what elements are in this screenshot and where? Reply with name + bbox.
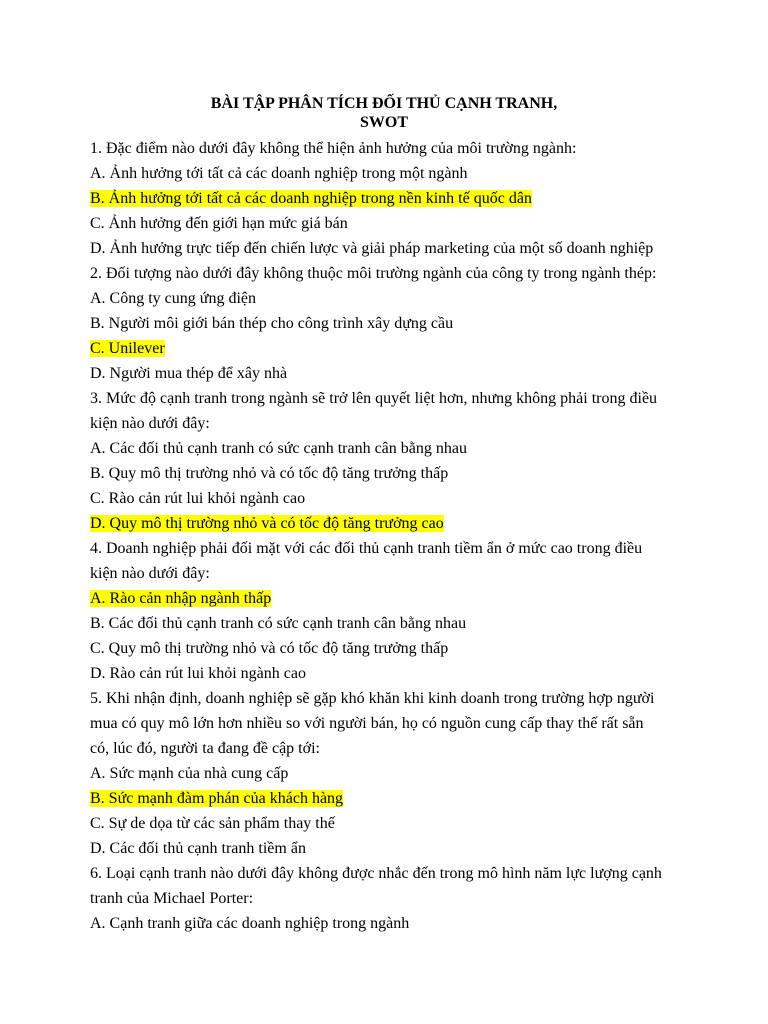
answer-option-text: C. Rào cản rút lui khỏi ngành cao [90,490,306,507]
answer-option [90,611,690,636]
answer-option [90,486,690,511]
answer-option-text-highlighted: B. Ảnh hưởng tới tất cả các doanh nghiệp trong nền kinh tế quốc dân [90,190,532,207]
answer-option-text: C. Sự de dọa từ các sản phẩm thay thế [90,815,335,832]
answer-option-text: C. Ảnh hưởng đến giới hạn mức giá bán [90,215,348,232]
answer-option [90,286,690,311]
answer-option-text-highlighted: A. Rào cản nhập ngành thấp [90,590,272,607]
answer-option [90,761,690,786]
answer-option-text: C. Quy mô thị trường nhỏ và có tốc độ tăng trưởng thấp [90,640,449,657]
question-text: mua có quy mô lớn hơn nhiều so với người bán, họ có nguồn cung cấp thay thế rất sẵn [90,715,644,732]
answer-option-text: B. Người môi giới bán thép cho công trình xây dựng cầu [90,315,454,332]
answer-option-text: A. Các đối thủ cạnh tranh có sức cạnh tranh cân bằng nhau [90,440,467,457]
question-text-line [90,536,690,561]
document-title-line-2: SWOT [359,114,408,131]
answer-option-text: D. Ảnh hưởng trực tiếp đến chiến lược và giải pháp marketing của một số doanh nghiệp [90,240,654,257]
answer-option [90,661,690,686]
question-text: kiện nào dưới đây: [90,415,210,432]
answer-option-text: D. Người mua thép để xây nhà [90,365,288,382]
answer-option [90,636,690,661]
question-list [90,136,690,936]
question-text-line [90,411,690,436]
answer-option [90,236,690,261]
question-block [90,861,690,936]
question-text-line [90,861,690,886]
question-text-line [90,886,690,911]
question-text-line [90,386,690,411]
answer-option [90,586,690,611]
answer-option [90,186,690,211]
answer-option-text-highlighted: C. Unilever [90,340,165,357]
answer-option-text: D. Các đối thủ cạnh tranh tiềm ẩn [90,840,306,857]
question-text: 1. Đặc điểm nào dưới đây không thể hiện ảnh hưởng của môi trường ngành: [90,140,577,157]
answer-option [90,811,690,836]
answer-option [90,461,690,486]
question-text-line [90,711,690,736]
document-title-line-1: BÀI TẬP PHÂN TÍCH ĐỐI THỦ CẠNH TRANH, [210,95,558,112]
question-text-line [90,136,690,161]
question-block [90,386,690,536]
question-text: 4. Doanh nghiệp phải đối mặt với các đối thủ cạnh tranh tiềm ẩn ở mức cao trong điều [90,540,643,557]
question-text-line [90,736,690,761]
question-text: 6. Loại cạnh tranh nào dưới đây không được nhắc đến trong mô hình năm lực lượng cạnh [90,865,662,882]
question-text: 2. Đối tượng nào dưới đây không thuộc môi trường ngành của công ty trong ngành thép: [90,265,657,282]
answer-option [90,311,690,336]
question-block [90,686,690,861]
question-block [90,536,690,686]
question-text: có, lúc đó, người ta đang đề cập tới: [90,740,320,757]
answer-option [90,786,690,811]
question-block [90,261,690,386]
answer-option [90,161,690,186]
answer-option-text: B. Quy mô thị trường nhỏ và có tốc độ tăng trưởng thấp [90,465,449,482]
question-text-line [90,686,690,711]
question-block [90,136,690,261]
answer-option [90,211,690,236]
answer-option-text: A. Công ty cung ứng điện [90,290,256,307]
answer-option-text: B. Các đối thủ cạnh tranh có sức cạnh tranh cân bằng nhau [90,615,467,632]
question-text-line [90,261,690,286]
answer-option [90,911,690,936]
answer-option-text-highlighted: D. Quy mô thị trường nhỏ và có tốc độ tăng trưởng cao [90,515,444,532]
answer-option [90,836,690,861]
question-text: 3. Mức độ cạnh tranh trong ngành sẽ trở lên quyết liệt hơn, nhưng không phải trong điều [90,390,658,407]
question-text: kiện nào dưới đây: [90,565,210,582]
answer-option [90,336,690,361]
answer-option-text-highlighted: B. Sức mạnh đàm phán của khách hàng [90,790,344,807]
answer-option [90,436,690,461]
answer-option-text: A. Ảnh hưởng tới tất cả các doanh nghiệp trong một ngành [90,165,468,182]
answer-option-text: D. Rào cản rút lui khỏi ngành cao [90,665,306,682]
question-text: tranh của Michael Porter: [90,890,254,907]
answer-option-text: A. Sức mạnh của nhà cung cấp [90,765,289,782]
answer-option [90,511,690,536]
answer-option-text: A. Cạnh tranh giữa các doanh nghiệp trong ngành [90,915,410,932]
question-text: 5. Khi nhận định, doanh nghiệp sẽ gặp khó khăn khi kinh doanh trong trường hợp người [90,690,655,707]
answer-option [90,361,690,386]
question-text-line [90,561,690,586]
